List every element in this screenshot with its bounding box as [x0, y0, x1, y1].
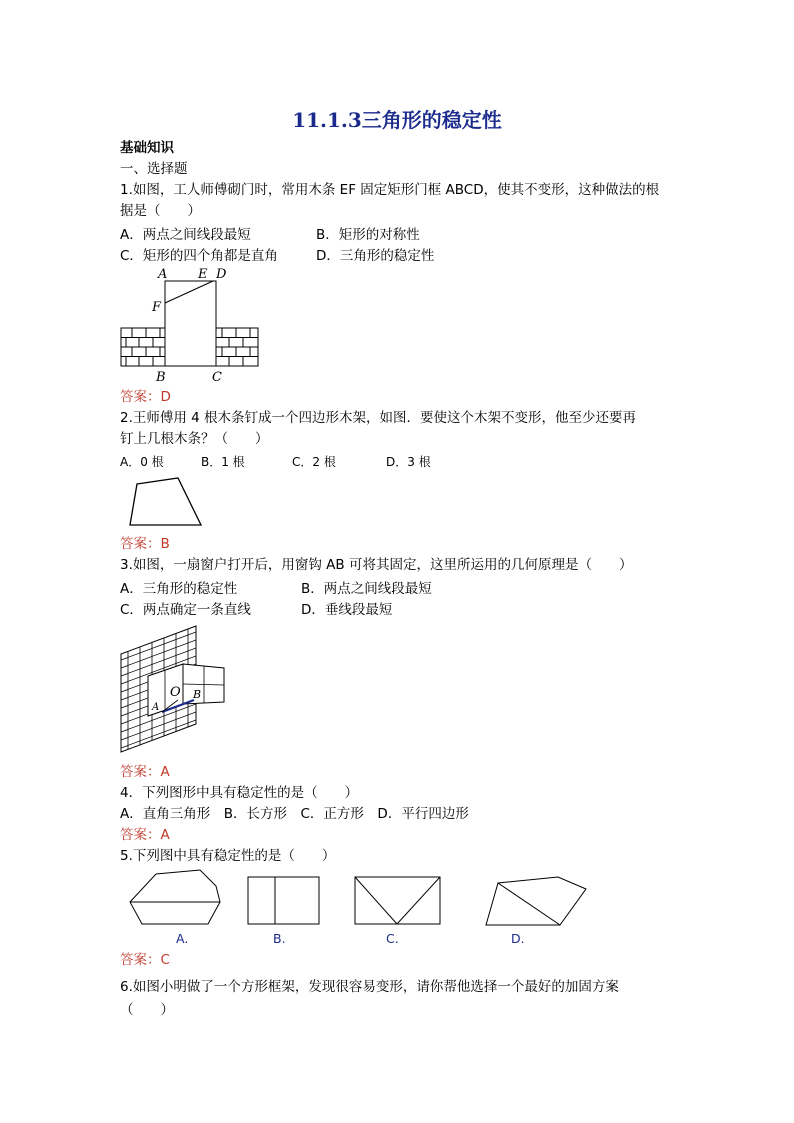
q5-option-a-figure	[128, 868, 228, 928]
q1-text-line1: 1.如图，工人师傅砌门时，常用木条 EF 固定矩形门框 ABCD，使其不变形，这种做法的根	[120, 182, 660, 198]
q1-label-c: C	[212, 370, 222, 385]
q5-text-line1: 5.下列图中具有稳定性的是（ ）	[120, 848, 336, 864]
q3-window-figure	[118, 624, 228, 754]
q1-text-line2: 据是（ ）	[120, 203, 201, 219]
q3-option-c: C．两点确定一条直线	[120, 602, 251, 618]
q1-option-d: D．三角形的稳定性	[316, 248, 435, 264]
q5-caption-d: D.	[511, 931, 525, 946]
q2-option-a: A．0 根	[120, 455, 164, 469]
q2-option-b: B．1 根	[201, 455, 245, 469]
q1-label-e: E	[198, 267, 208, 282]
q3-option-d: D．垂线段最短	[301, 602, 393, 618]
q1-answer: 答案：D	[120, 389, 171, 405]
page-title: 11.1.3三角形的稳定性	[292, 108, 502, 132]
q3-option-b: B．两点之间线段最短	[301, 581, 432, 597]
q5-option-d-figure	[484, 875, 590, 927]
section-heading: 基础知识	[120, 140, 174, 156]
q1-label-b: B	[156, 370, 166, 385]
q3-text-line1: 3.如图，一扇窗户打开后，用窗钩 AB 可将其固定，这里所运用的几何原理是（ ）	[120, 557, 633, 573]
q5-option-c-figure	[354, 876, 442, 926]
q3-answer: 答案：A	[120, 764, 170, 780]
q5-answer: 答案：C	[120, 952, 170, 968]
q6-text-line2: （ ）	[120, 1002, 174, 1018]
q5-option-b-figure	[247, 876, 321, 926]
q1-label-d: D	[216, 267, 227, 282]
q3-label-a: A	[152, 702, 160, 713]
q6-text-line1: 6.如图小明做了一个方形框架，发现很容易变形，请你帮他选择一个最好的加固方案	[120, 979, 619, 995]
q2-option-c: C．2 根	[292, 455, 336, 469]
q2-text-line2: 钉上几根木条？（ ）	[120, 431, 269, 447]
q3-label-b: B	[193, 688, 202, 701]
q2-quadrilateral-figure	[128, 476, 204, 528]
q2-option-d: D．3 根	[386, 455, 431, 469]
q1-label-f: F	[152, 300, 162, 315]
q1-label-a: A	[158, 267, 168, 282]
q4-text-line1: 4．下列图形中具有稳定性的是（ ）	[120, 785, 359, 801]
q4-options: A．直角三角形 B．长方形 C．正方形 D．平行四边形	[120, 806, 469, 822]
q2-text-line1: 2.王师傅用 4 根木条钉成一个四边形木架，如图．要使这个木架不变形，他至少还要再	[120, 410, 637, 426]
q4-answer: 答案：A	[120, 827, 170, 843]
q1-door-frame-figure	[118, 264, 263, 386]
q1-option-a: A．两点之间线段最短	[120, 227, 251, 243]
q3-option-a: A．三角形的稳定性	[120, 581, 238, 597]
q2-answer: 答案：B	[120, 536, 170, 552]
q5-caption-a: A.	[176, 931, 189, 946]
part-heading: 一、选择题	[120, 161, 188, 177]
q1-option-b: B．矩形的对称性	[316, 227, 420, 243]
q3-label-o: O	[170, 685, 181, 700]
q5-caption-b: B.	[273, 931, 286, 946]
q1-option-c: C．矩形的四个角都是直角	[120, 248, 278, 264]
q5-caption-c: C.	[386, 931, 399, 946]
